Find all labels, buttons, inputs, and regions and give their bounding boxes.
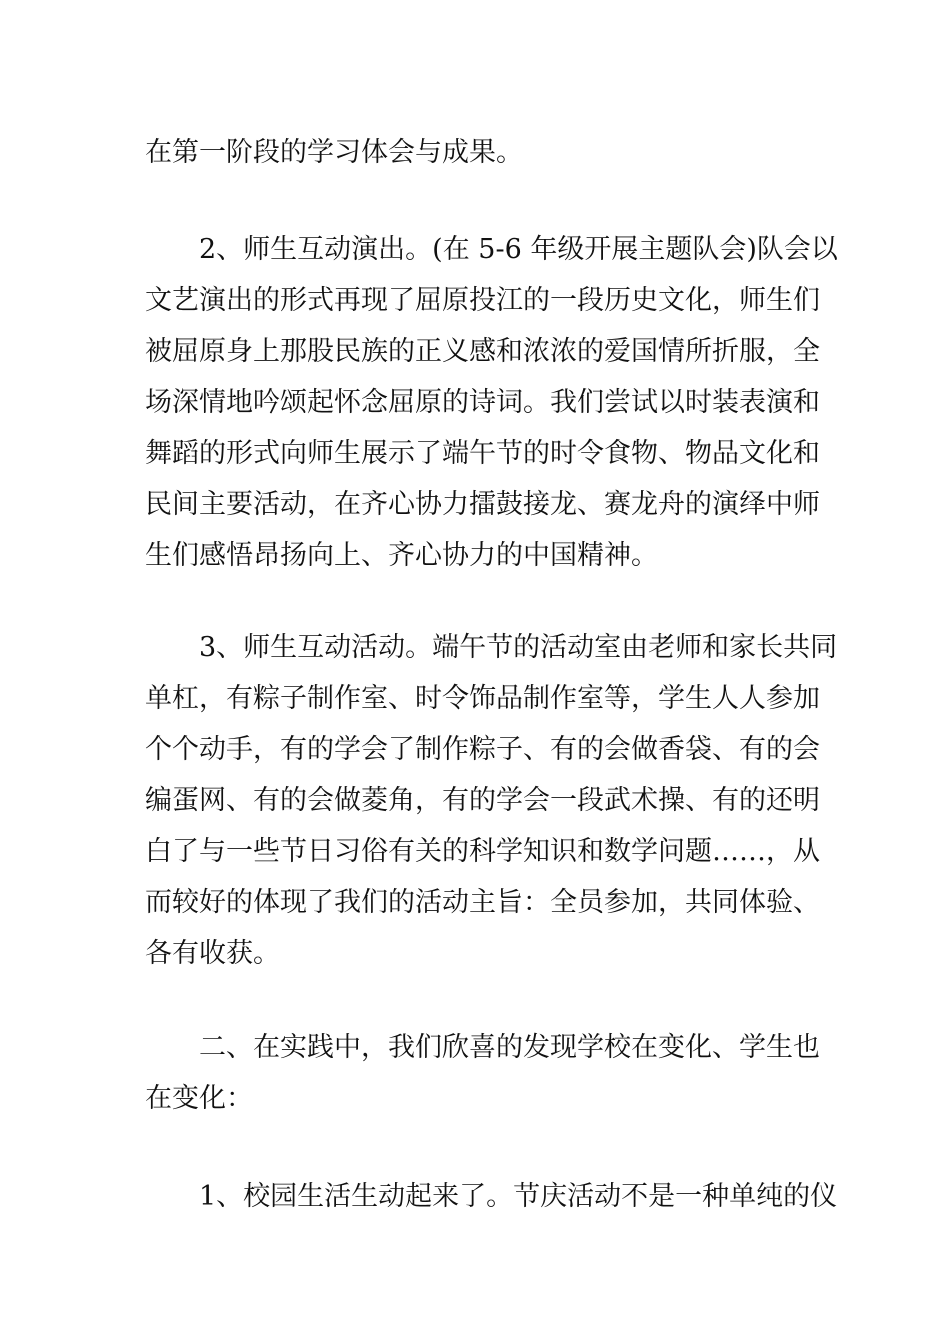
text-line: 各有收获。 <box>145 938 280 969</box>
text-line: 舞蹈的形式向师生展示了端午节的时令食物、物品文化和 <box>145 438 820 469</box>
text-line: 在变化： <box>145 1083 253 1114</box>
text-line: 个个动手，有的学会了制作粽子、有的会做香袋、有的会 <box>145 734 820 765</box>
text-line: 2、师生互动演出。(在 5-6 年级开展主题队会)队会以 <box>199 234 838 265</box>
paragraph-section-2-heading <box>145 1022 820 1124</box>
text-line: 在第一阶段的学习体会与成果。 <box>145 137 523 168</box>
text-line: 白了与一些节日习俗有关的科学知识和数学问题……，从 <box>145 836 820 867</box>
text-line: 编蛋网、有的会做菱角，有的学会一段武术操、有的还明 <box>145 785 820 816</box>
text-line: 3、师生互动活动。端午节的活动室由老师和家长共同 <box>199 632 838 663</box>
text-line: 被屈原身上那股民族的正义感和浓浓的爱国情所折服，全 <box>145 336 820 367</box>
text-line: 民间主要活动，在齐心协力擂鼓接龙、赛龙舟的演绎中师 <box>145 489 820 520</box>
text-line: 文艺演出的形式再现了屈原投江的一段历史文化，师生们 <box>145 285 820 316</box>
paragraph-item-1-campus-life <box>145 1171 838 1222</box>
text-line: 生们感悟昂扬向上、齐心协力的中国精神。 <box>145 540 658 571</box>
text-line: 1、校园生活生动起来了。节庆活动不是一种单纯的仪 <box>199 1181 838 1212</box>
paragraph-item-3-activities <box>145 622 838 979</box>
text-line: 二、在实践中，我们欣喜的发现学校在变化、学生也 <box>199 1032 820 1063</box>
paragraph-item-2-performance <box>145 224 838 581</box>
text-line: 场深情地吟颂起怀念屈原的诗词。我们尝试以时装表演和 <box>145 387 820 418</box>
paragraph-continuation <box>145 127 809 178</box>
text-line: 单杠，有粽子制作室、时令饰品制作室等，学生人人参加 <box>145 683 820 714</box>
text-line: 而较好的体现了我们的活动主旨：全员参加，共同体验、 <box>145 887 820 918</box>
